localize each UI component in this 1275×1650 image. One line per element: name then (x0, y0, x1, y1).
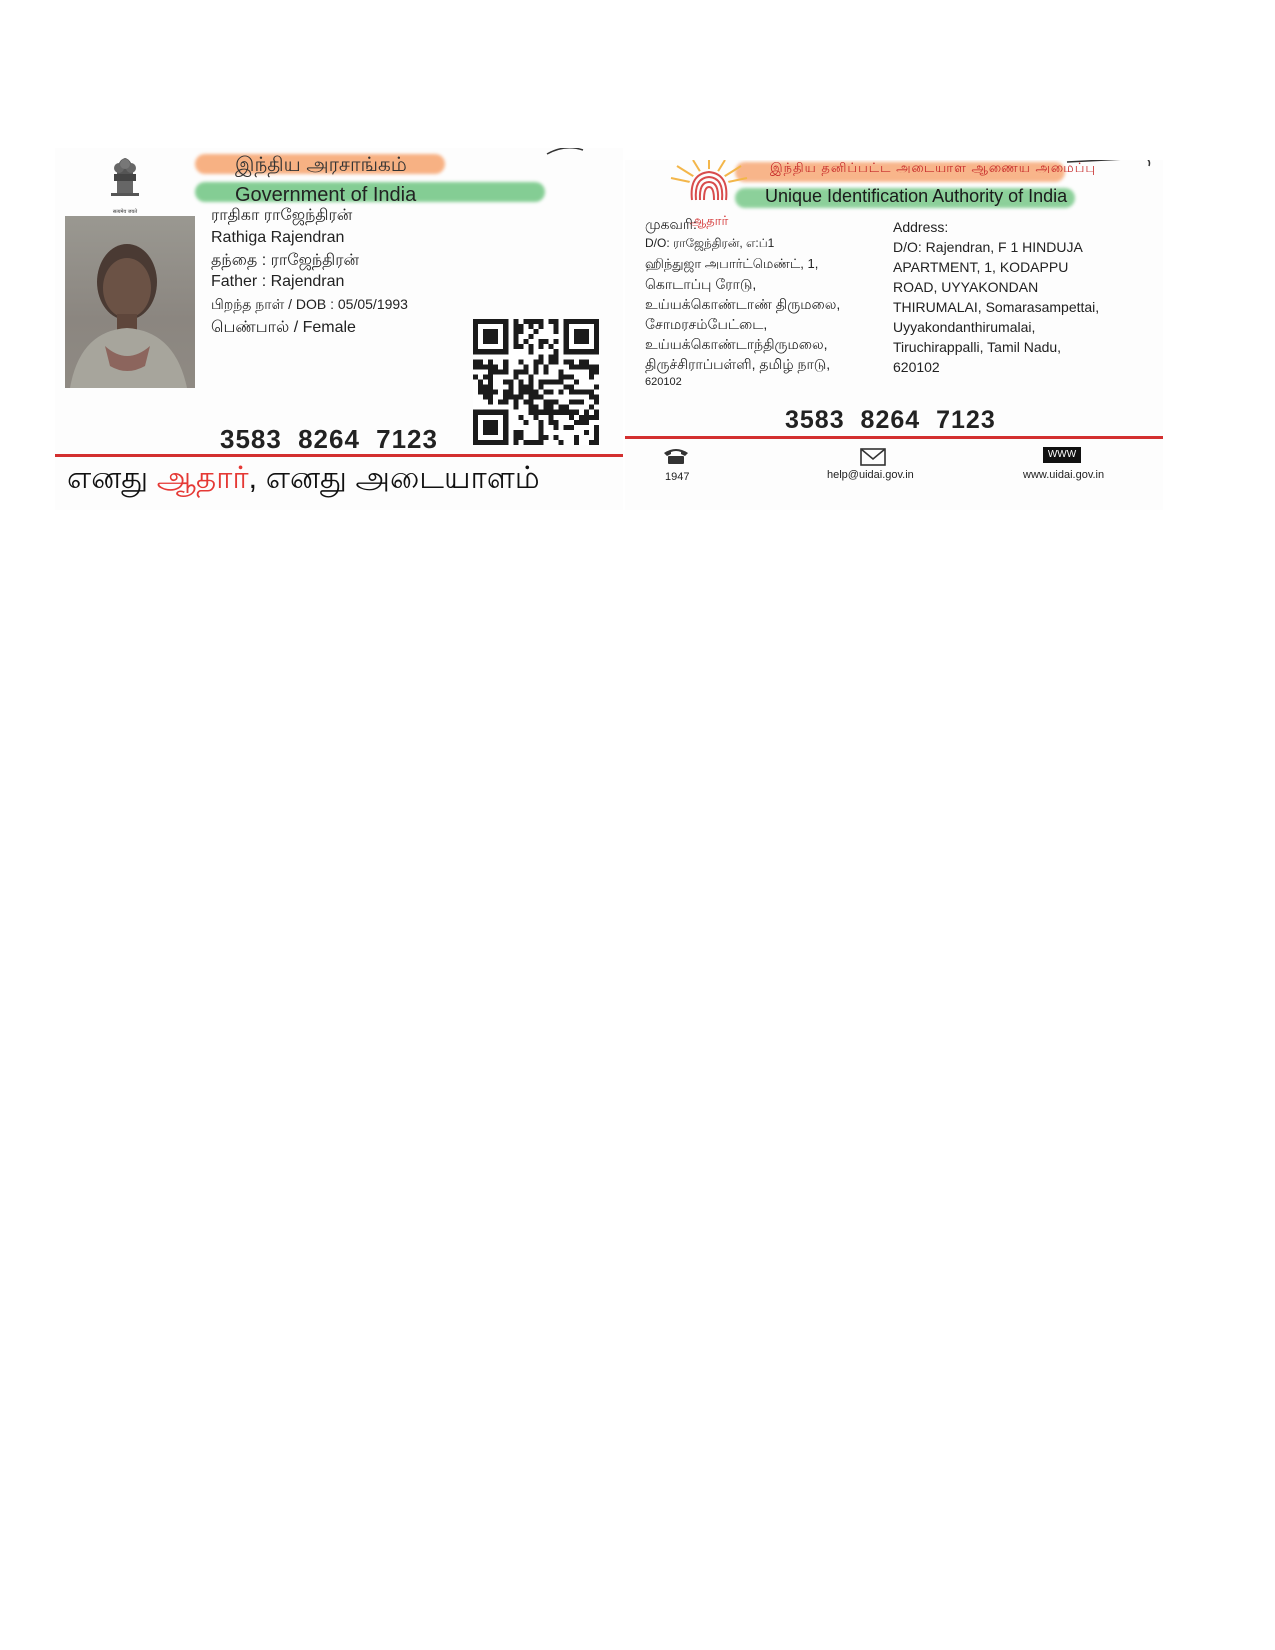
tagline-part1: எனது (67, 460, 157, 495)
father-english: Father : Rajendran (211, 273, 345, 290)
divider-line (55, 454, 623, 457)
address-english-line: 620102 (893, 359, 940, 375)
address-tamil-label: முகவரி: (645, 216, 697, 232)
mail-icon (860, 448, 886, 466)
address-english-label: Address: (893, 219, 949, 235)
father-tamil: தந்தை : ராஜேந்திரன் (211, 252, 360, 269)
holder-photo (65, 216, 195, 388)
divider-line (625, 436, 1163, 439)
swoosh-icon (545, 148, 585, 158)
address-tamil-line: 620102 (645, 376, 682, 388)
qr-code (473, 319, 599, 445)
aadhaar-number: 3583 8264 7123 (220, 424, 438, 454)
header-tamil: இந்திய அரசாங்கம் (235, 154, 407, 176)
aadhaar-logo-text: ஆதார் (689, 213, 729, 228)
www-icon: WWW (1043, 447, 1081, 463)
address-english-line: Uyyakondanthirumalai, (893, 319, 1036, 335)
name-english: Rathiga Rajendran (211, 229, 345, 246)
name-tamil: ராதிகா ராஜேந்திரன் (211, 207, 353, 224)
date-of-birth: பிறந்த நாள் / DOB : 05/05/1993 (211, 296, 408, 312)
helpline-number: 1947 (665, 471, 690, 483)
national-emblem-icon (105, 154, 145, 215)
address-tamil-line: ஹிந்துஜா அபார்ட்மெண்ட், 1, (645, 256, 819, 271)
gender: பெண்பால் / Female (211, 319, 356, 336)
website-url: www.uidai.gov.in (1023, 469, 1105, 481)
address-english-line: D/O: Rajendran, F 1 HINDUJA (893, 239, 1083, 255)
aadhaar-card-front (55, 148, 623, 510)
header-tamil: இந்திய தனிப்பட்ட அடையாள ஆணைய அமைப்பு (770, 160, 1097, 175)
address-english-line: APARTMENT, 1, KODAPPU (893, 259, 1069, 275)
aadhaar-number: 3583 8264 7123 (785, 406, 996, 434)
address-english-line: THIRUMALAI, Somarasampettai, (893, 299, 1100, 315)
header-english: Government of India (235, 184, 417, 206)
tagline-part2: , எனது அடையாளம் (248, 460, 540, 495)
address-tamil-line: சோமரசம்பேட்டை, (645, 316, 768, 332)
header-english: Unique Identification Authority of India (765, 186, 1068, 206)
tagline (67, 460, 540, 500)
address-english-line: Tiruchirappalli, Tamil Nadu, (893, 339, 1062, 355)
phone-icon (663, 447, 689, 465)
address-tamil-line: கொடாப்பு ரோடு, (645, 276, 757, 292)
emblem-caption: सत्यमेव जयते (112, 209, 138, 215)
address-tamil-line: உய்யக்கொண்டாந்திருமலை, (645, 336, 828, 352)
aadhaar-card-back (625, 160, 1163, 510)
help-email: help@uidai.gov.in (827, 469, 914, 481)
tagline-highlight: ஆதார் (156, 460, 249, 495)
address-tamil-line: உய்யக்கொண்டாண் திருமலை, (645, 296, 841, 312)
address-tamil-line: திருச்சிராப்பள்ளி, தமிழ் நாடு, (645, 356, 831, 372)
address-english-line: ROAD, UYYAKONDAN (893, 279, 1039, 295)
address-tamil-line: D/O: ராஜேந்திரன், எ:ப்1 (645, 236, 775, 250)
